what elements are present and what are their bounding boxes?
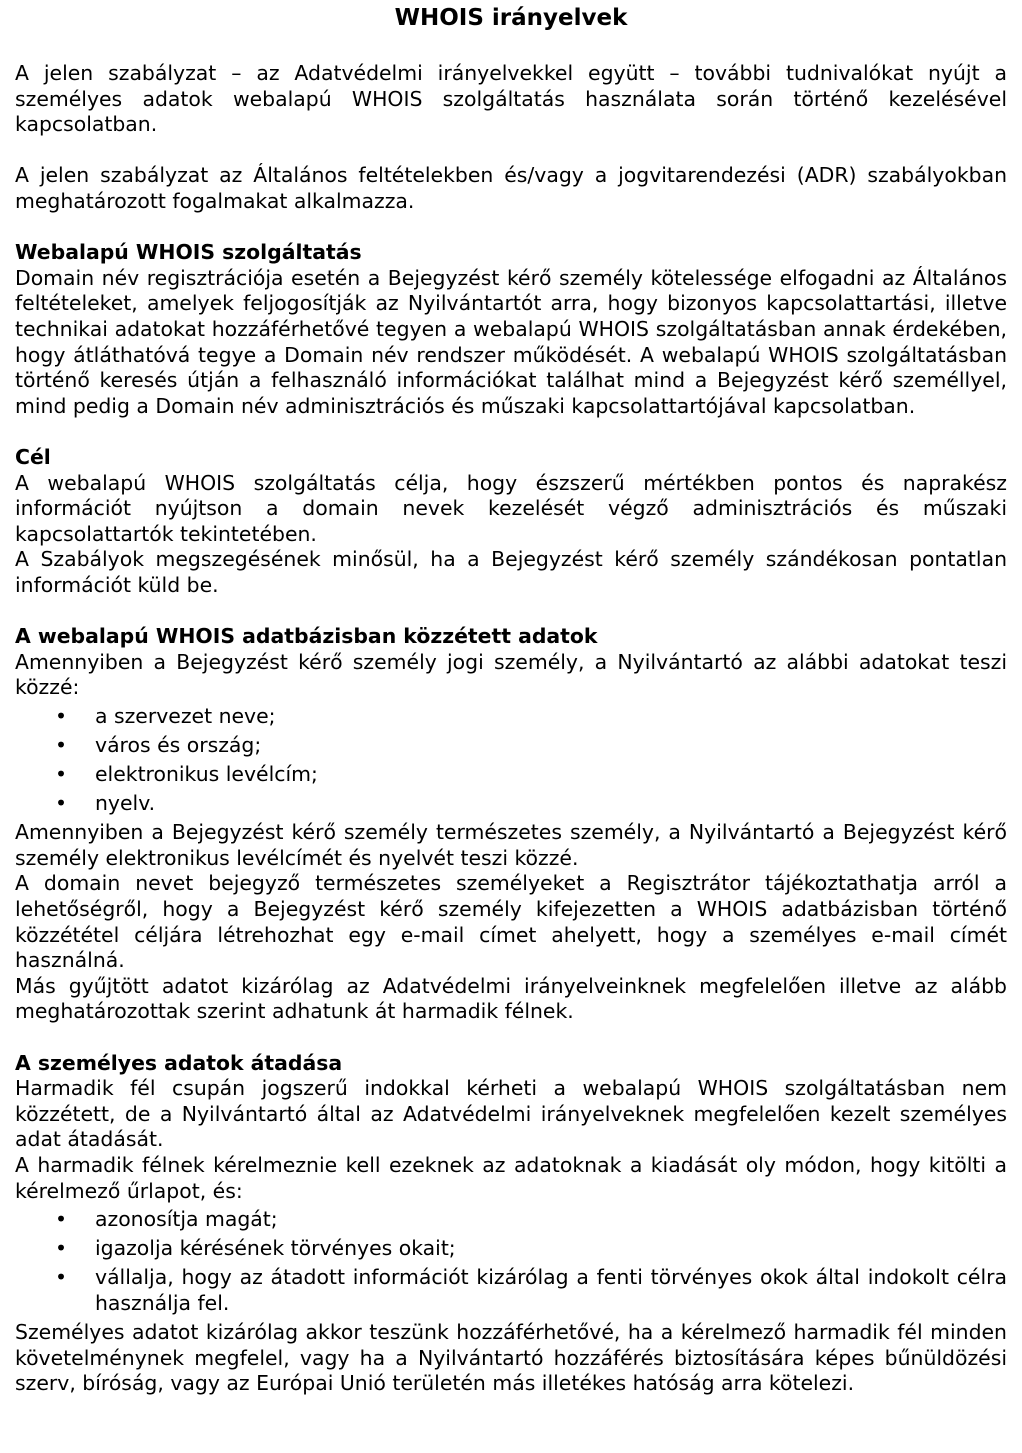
page-title: WHOIS irányelvek (394, 5, 628, 31)
list-item: • város és ország; (55, 732, 262, 757)
section-heading-atadas: A személyes adatok átadása (15, 1050, 343, 1075)
list-item: • nyelv. (55, 791, 156, 816)
section-heading-webalapu: Webalapú WHOIS szolgáltatás (15, 240, 362, 265)
list-item: • vállalja, hogy az átadott információt kizárólag a fenti törvényes okok által indokolt célra használja fel. (55, 1265, 1007, 1315)
kozzetett-paragraph-3: A domain nevet bejegyző természetes személyeket a Regisztrátor tájékoztathatja arról a lehetőségről, hogy a Bejegyzést kérő személy kifejezetten a WHOIS adatbázisban történő közzététel céljára létrehozhat egy e-mail címet ahelyett, hogy a személyes e-mail címét használná. (15, 871, 1007, 973)
webalapu-paragraph: Domain név regisztrációja esetén a Bejegyzést kérő személy kötelessége elfogadni az Általános feltételeket, amelyek feljogosítják az Nyilvántartót arra, hogy bizonyos kapcsolattartási, illetve technikai adatokat hozzáférhetővé tegyen a webalapú WHOIS szolgáltatásban annak érdekében, hogy átláthatóvá tegye a Domain név rendszer működését. A webalapú WHOIS szolgáltatásban történő keresés útján a felhasználó információkat találhat mind a Bejegyzést kérő személlyel, mind pedig a Domain név adminisztrációs és műszaki kapcsolattartójával kapcsolatban. (15, 265, 1007, 418)
intro-paragraph-1: A jelen szabályzat – az Adatvédelmi irányelvekkel együtt – további tudnivalókat nyújt a személyes adatok webalapú WHOIS szolgáltatás használata során történő kezelésével kapcsolatban. (15, 61, 1007, 137)
bullet-icon: • (55, 762, 68, 787)
bullet-icon: • (55, 732, 68, 757)
bullet-icon: • (55, 703, 68, 728)
section-heading-cel: Cél (15, 444, 51, 469)
intro-paragraph-2: A jelen szabályzat az Általános feltételekben és/vagy a jogvitarendezési (ADR) szabályokban meghatározott fogalmakat alkalmazza. (15, 163, 1007, 213)
section-heading-kozzetett: A webalapú WHOIS adatbázisban közzétett adatok (15, 624, 598, 649)
cel-paragraph-1: A webalapú WHOIS szolgáltatás célja, hogy észszerű mértékben pontos és naprakész információt nyújtson a domain nevek kezelését végző adminisztrációs és műszaki kapcsolattartók tekintetében. (15, 470, 1007, 546)
atadas-paragraph-1: Harmadik fél csupán jogszerű indokkal kérheti a webalapú WHOIS szolgáltatásban nem közzétett, de a Nyilvántartó által az Adatvédelmi irányelveknek megfelelően kezelt személyes adat átadását. (15, 1076, 1007, 1152)
cel-paragraph-2: A Szabályok megszegésének minősül, ha a Bejegyzést kérő személy szándékosan pontatlan információt küld be. (15, 547, 1007, 597)
atadas-paragraph-3: Személyes adatot kizárólag akkor teszünk hozzáférhetővé, ha a kérelmező harmadik fél minden követelménynek megfelel, vagy ha a Nyilvántartó hozzáférés biztosítására képes bűnüldözési szerv, bíróság, vagy az Európai Unió területén más illetékes hatóság arra kötelezi. (15, 1320, 1007, 1396)
kozzetett-paragraph-2: Amennyiben a Bejegyzést kérő személy természetes személy, a Nyilvántartó a Bejegyzést kérő személy elektronikus levélcímét és nyelvét teszi közzé. (15, 820, 1007, 870)
list-item: • elektronikus levélcím; (55, 762, 318, 787)
kozzetett-list (15, 704, 1007, 817)
bullet-icon: • (55, 1265, 68, 1290)
list-item: • a szervezet neve; (55, 703, 276, 728)
bullet-icon: • (55, 791, 68, 816)
list-item: • azonosítja magát; (55, 1207, 278, 1232)
atadas-paragraph-2: A harmadik félnek kérelmeznie kell ezeknek az adatoknak a kiadását oly módon, hogy kitölti a kérelmező űrlapot, és: (15, 1152, 1007, 1203)
atadas-list (15, 1207, 1007, 1316)
list-item: • igazolja kérésének törvényes okait; (55, 1236, 456, 1261)
kozzetett-paragraph-1: Amennyiben a Bejegyzést kérő személy jogi személy, a Nyilvántartó az alábbi adatokat teszi közzé: (15, 649, 1007, 700)
kozzetett-paragraph-4: Más gyűjtött adatot kizárólag az Adatvédelmi irányelveinknek megfelelően illetve az alább meghatározottak szerint adhatunk át harmadik félnek. (15, 973, 1007, 1024)
bullet-icon: • (55, 1207, 68, 1232)
bullet-icon: • (55, 1236, 68, 1261)
